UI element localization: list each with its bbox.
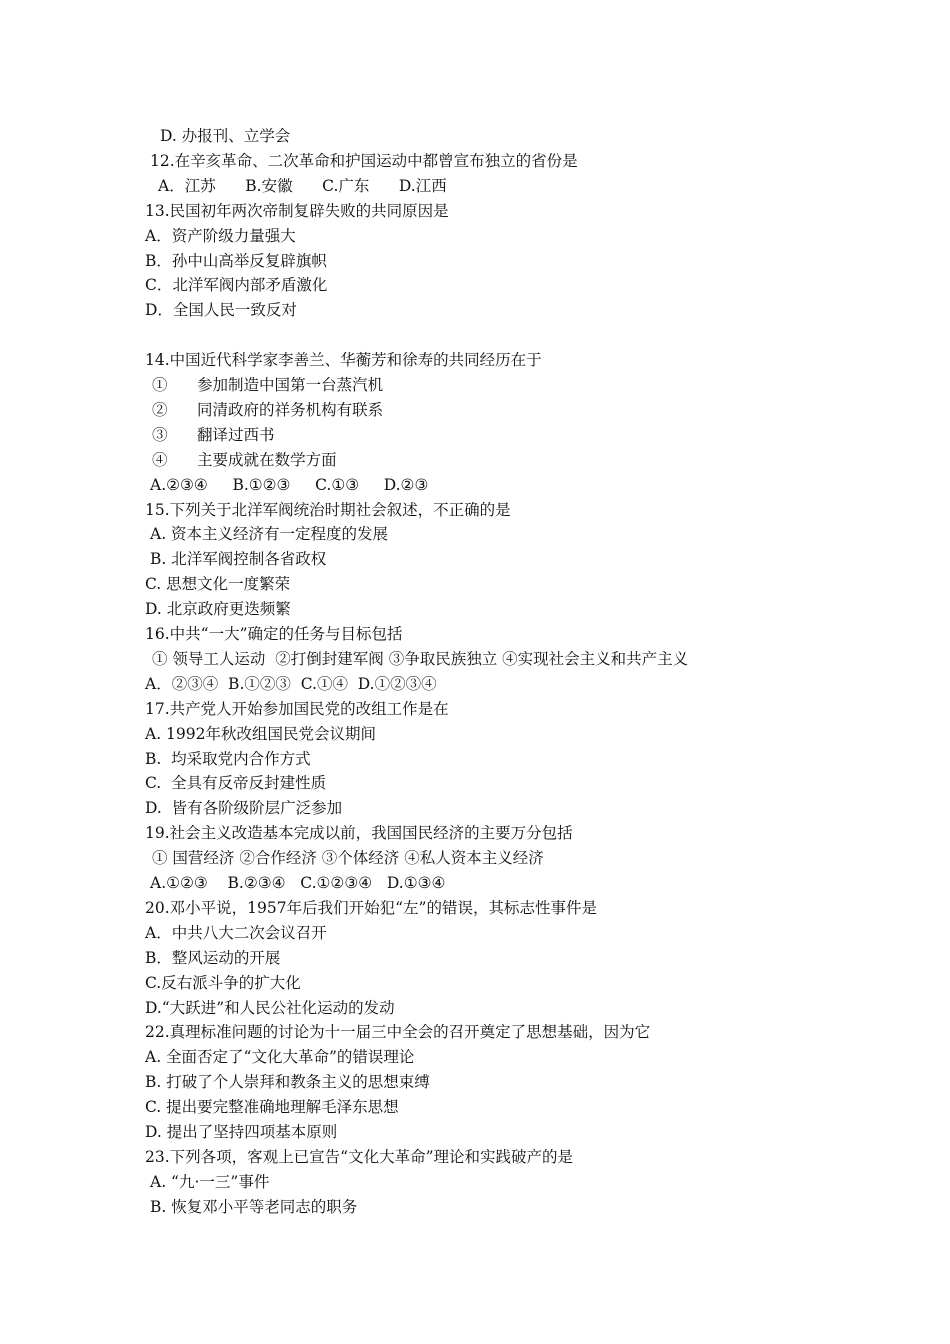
- text-line: ④ 主要成就在数学方面: [152, 450, 337, 469]
- text-line: A.②③④ B.①②③ C.①③ D.②③: [150, 475, 429, 494]
- text-line: 15.下列关于北洋军阀统治时期社会叙述，不正确的是: [145, 500, 511, 519]
- text-line: A.①②③ B.②③④ C.①②③④ D.①③④: [150, 874, 446, 892]
- text-line: B. 北洋军阀控制各省政权: [150, 550, 327, 569]
- text-line: 23.下列各项，客观上已宣告“文化大革命”理论和实践破产的是: [145, 1147, 574, 1166]
- text-line: D. 北京政府更迭频繁: [145, 600, 291, 619]
- text-line: A. “九·一三”事件: [150, 1172, 270, 1191]
- text-line: C. 提出要完整准确地理解毛泽东思想: [145, 1098, 399, 1117]
- text-line: 12.在辛亥革命、二次革命和护国运动中都曾宣布独立的省份是: [150, 151, 578, 170]
- text-line: ① 国营经济 ②合作经济 ③个体经济 ④私人资本主义经济: [152, 849, 544, 868]
- text-line: 17.共产党人开始参加国民党的改组工作是在: [145, 699, 449, 718]
- text-line: 16.中共“一大”确定的任务与目标包括: [145, 625, 403, 643]
- text-line: C. 全具有反帝反封建性质: [145, 774, 327, 793]
- text-line: ① 领导工人运动 ②打倒封建军阀 ③争取民族独立 ④实现社会主义和共产主义: [152, 649, 689, 668]
- text-line: A. 全面否定了“文化大革命”的错误理论: [145, 1048, 415, 1067]
- text-line: A. 1992年秋改组国民党会议期间: [145, 724, 376, 743]
- text-line: B．整风运动的开展: [145, 948, 281, 967]
- text-line: 14.中国近代科学家李善兰、华蘅芳和徐寿的共同经历在于: [145, 351, 542, 370]
- text-line: B．孙中山高举反复辟旗帜: [145, 251, 327, 270]
- text-line: ③ 翻译过西书: [152, 425, 275, 444]
- text-line: 13.民国初年两次帝制复辟失败的共同原因是: [145, 201, 449, 220]
- text-line: 22.真理标准问题的讨论为十一届三中全会的召开奠定了思想基础，因为它: [145, 1023, 651, 1042]
- text-line: C. 思想文化一度繁荣: [145, 575, 291, 594]
- text-line: D．全国人民一致反对: [145, 301, 297, 320]
- text-line: 20.邓小平说，1957年后我们开始犯“左”的错误，其标志性事件是: [145, 898, 597, 917]
- text-line: A．中共八大二次会议召开: [145, 923, 327, 942]
- text-line: A．江苏 B.安徽 C.广东 D.江西: [158, 176, 447, 195]
- text-line: D.“大跃进”和人民公社化运动的发动: [145, 998, 395, 1017]
- text-line: B. 打破了个人崇拜和教条主义的思想束缚: [145, 1073, 430, 1092]
- text-line: C.反右派斗争的扩大化: [145, 973, 301, 992]
- text-line: B. 恢复邓小平等老同志的职务: [150, 1197, 358, 1216]
- text-line: B. 均采取党内合作方式: [145, 749, 311, 768]
- text-line: ① 参加制造中国第一台蒸汽机: [152, 376, 384, 394]
- text-line: ② 同清政府的祥务机构有联系: [152, 400, 384, 419]
- text-line: D. 皆有各阶级阶层广泛参加: [145, 799, 343, 818]
- text-line: 19.社会主义改造基本完成以前，我国国民经济的主要万分包括: [145, 824, 573, 843]
- text-line: D. 提出了坚持四项基本原则: [145, 1123, 338, 1141]
- text-line: C．北洋军阀内部矛盾激化: [145, 276, 328, 295]
- text-line: D. 办报刊、立学会: [160, 127, 291, 145]
- text-line: A．资产阶级力量强大: [145, 226, 296, 245]
- text-line: A．②③④ B.①②③ C.①④ D.①②③④: [145, 674, 437, 693]
- text-line: A. 资本主义经济有一定程度的发展: [150, 525, 389, 544]
